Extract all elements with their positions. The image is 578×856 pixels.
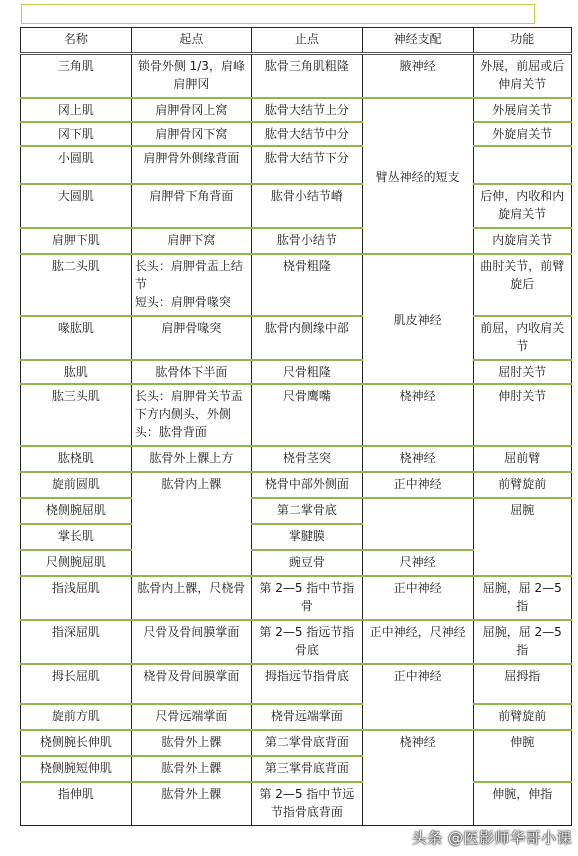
muscle-name: 桡侧腕短伸肌 xyxy=(21,756,132,782)
origin-cell: 肱骨内上髁 xyxy=(131,472,251,576)
nerve-cell: 桡神经 xyxy=(362,384,473,446)
origin-cell: 长头：肩胛骨盂上结节 短头：肩胛骨喙突 xyxy=(131,254,251,316)
origin-cell: 肱骨体下半面 xyxy=(131,360,251,384)
table-row xyxy=(21,576,572,620)
table-row xyxy=(21,446,572,472)
table-row xyxy=(21,254,572,316)
muscle-name: 肩胛下肌 xyxy=(21,228,132,254)
nerve-cell: 正中神经 xyxy=(362,472,473,498)
insertion-cell: 肱骨三角肌粗隆 xyxy=(251,54,362,98)
origin-cell: 肱骨外上髁 xyxy=(131,782,251,826)
table-row xyxy=(21,98,572,122)
muscle-name: 桡侧腕屈肌 xyxy=(21,498,132,524)
origin-cell: 锁骨外侧 1/3，肩峰肩胛冈 xyxy=(131,54,251,98)
insertion-cell: 桡骨粗隆 xyxy=(251,254,362,316)
nerve-cell: 臂丛神经的短支 xyxy=(362,98,473,254)
insertion-cell: 肱骨大结节中分 xyxy=(251,122,362,146)
nerve-cell: 尺神经 xyxy=(362,550,473,576)
function-cell xyxy=(473,146,571,184)
nerve-cell: 正中神经 xyxy=(362,664,473,730)
function-cell: 屈拇指 xyxy=(473,664,571,704)
table-row xyxy=(21,316,572,360)
function-cell: 伸肘关节 xyxy=(473,384,571,446)
muscle-name: 喙肱肌 xyxy=(21,316,132,360)
muscle-table xyxy=(20,27,572,826)
muscle-name: 指深屈肌 xyxy=(21,620,132,664)
function-cell: 前臂旋前 xyxy=(473,704,571,730)
table-row xyxy=(21,184,572,228)
insertion-cell: 肱骨小结节嵴 xyxy=(251,184,362,228)
table-row xyxy=(21,472,572,498)
insertion-cell: 第二掌骨底背面 xyxy=(251,730,362,756)
title-bar xyxy=(21,4,535,24)
origin-cell: 肩胛骨冈下窝 xyxy=(131,122,251,146)
table-row xyxy=(21,146,572,184)
origin-cell: 桡骨及骨间膜掌面 xyxy=(131,664,251,704)
function-cell: 前臂旋前 xyxy=(473,472,571,498)
insertion-cell: 肱骨小结节 xyxy=(251,228,362,254)
origin-cell: 尺骨及骨间膜掌面 xyxy=(131,620,251,664)
table-row xyxy=(21,704,572,730)
origin-cell: 肱骨外上髁上方 xyxy=(131,446,251,472)
function-cell: 后伸，内收和内旋肩关节 xyxy=(473,184,571,228)
nerve-cell: 肌皮神经 xyxy=(362,254,473,384)
muscle-name: 指浅屈肌 xyxy=(21,576,132,620)
muscle-name: 肱肌 xyxy=(21,360,132,384)
insertion-cell: 第 2—5 指中节远节指骨底背面 xyxy=(251,782,362,826)
insertion-cell: 豌豆骨 xyxy=(251,550,362,576)
table-row xyxy=(21,730,572,756)
origin-cell: 肩胛骨喙突 xyxy=(131,316,251,360)
origin-cell: 肩胛骨冈上窝 xyxy=(131,98,251,122)
muscle-name: 冈上肌 xyxy=(21,98,132,122)
insertion-cell: 桡骨中部外侧面 xyxy=(251,472,362,498)
function-cell: 屈腕，屈 2—5 指 xyxy=(473,620,571,664)
insertion-cell: 第三掌骨底背面 xyxy=(251,756,362,782)
insertion-cell: 第 2—5 指远节指骨底 xyxy=(251,620,362,664)
table-row xyxy=(21,664,572,704)
function-cell: 屈前臂 xyxy=(473,446,571,472)
insertion-cell: 肱骨大结节上分 xyxy=(251,98,362,122)
muscle-name: 肱三头肌 xyxy=(21,384,132,446)
insertion-cell: 肱骨大结节下分 xyxy=(251,146,362,184)
muscle-name: 拇长屈肌 xyxy=(21,664,132,704)
header-row xyxy=(21,28,572,54)
origin-cell: 长头：肩胛骨关节盂下方内侧头，外侧头：肱骨背面 xyxy=(131,384,251,446)
origin-cell: 肩胛下窝 xyxy=(131,228,251,254)
origin-cell: 肱骨外上髁 xyxy=(131,756,251,782)
muscle-name: 大圆肌 xyxy=(21,184,132,228)
table-row xyxy=(21,122,572,146)
insertion-cell: 尺骨粗隆 xyxy=(251,360,362,384)
muscle-name: 三角肌 xyxy=(21,54,132,98)
table-row xyxy=(21,54,572,98)
watermark-text: 头条 @医影师华哥小课 xyxy=(411,829,572,847)
insertion-cell: 肱骨内侧缘中部 xyxy=(251,316,362,360)
nerve-cell xyxy=(362,498,473,550)
origin-cell: 尺骨远端掌面 xyxy=(131,704,251,730)
function-cell: 伸腕 xyxy=(473,730,571,782)
header-name: 名称 xyxy=(21,28,132,54)
nerve-cell: 正中神经，尺神经 xyxy=(362,620,473,664)
function-cell: 外旋肩关节 xyxy=(473,122,571,146)
muscle-name: 尺侧腕屈肌 xyxy=(21,550,132,576)
insertion-cell: 桡骨茎突 xyxy=(251,446,362,472)
table-row xyxy=(21,228,572,254)
header-nerve: 神经支配 xyxy=(362,28,473,54)
muscle-name: 桡侧腕长伸肌 xyxy=(21,730,132,756)
muscle-name: 旋前方肌 xyxy=(21,704,132,730)
header-insertion: 止点 xyxy=(251,28,362,54)
nerve-cell: 正中神经 xyxy=(362,576,473,620)
insertion-cell: 第二掌骨底 xyxy=(251,498,362,524)
origin-cell: 肱骨外上髁 xyxy=(131,730,251,756)
nerve-cell: 桡神经 xyxy=(362,446,473,472)
origin-cell: 肱骨内上髁，尺桡骨 xyxy=(131,576,251,620)
function-cell: 伸腕，伸指 xyxy=(473,782,571,826)
function-cell: 外展，前屈或后伸肩关节 xyxy=(473,54,571,98)
table-row xyxy=(21,620,572,664)
function-cell: 屈肘关节 xyxy=(473,360,571,384)
function-cell: 外展肩关节 xyxy=(473,98,571,122)
muscle-name: 冈下肌 xyxy=(21,122,132,146)
insertion-cell: 第 2—5 指中节指骨 xyxy=(251,576,362,620)
insertion-cell: 尺骨鹰嘴 xyxy=(251,384,362,446)
function-cell: 屈腕 xyxy=(473,498,571,576)
nerve-cell: 桡神经 xyxy=(362,730,473,826)
muscle-name: 掌长肌 xyxy=(21,524,132,550)
table-row xyxy=(21,498,572,524)
function-cell: 内旋肩关节 xyxy=(473,228,571,254)
muscle-name: 肱桡肌 xyxy=(21,446,132,472)
function-cell: 前屈，内收肩关节 xyxy=(473,316,571,360)
insertion-cell: 掌腱膜 xyxy=(251,524,362,550)
origin-cell: 肩胛骨下角背面 xyxy=(131,184,251,228)
muscle-name: 指伸肌 xyxy=(21,782,132,826)
table-row xyxy=(21,384,572,446)
muscle-name: 旋前圆肌 xyxy=(21,472,132,498)
header-function: 功能 xyxy=(473,28,571,54)
muscle-name: 小圆肌 xyxy=(21,146,132,184)
table-row xyxy=(21,360,572,384)
origin-cell: 肩胛骨外侧缘背面 xyxy=(131,146,251,184)
function-cell: 曲肘关节，前臂旋后 xyxy=(473,254,571,316)
header-origin: 起点 xyxy=(131,28,251,54)
table-row xyxy=(21,782,572,826)
insertion-cell: 桡骨远端掌面 xyxy=(251,704,362,730)
function-cell: 屈腕，屈 2—5 指 xyxy=(473,576,571,620)
insertion-cell: 拇指远节指骨底 xyxy=(251,664,362,704)
nerve-cell: 腋神经 xyxy=(362,54,473,98)
muscle-name: 肱二头肌 xyxy=(21,254,132,316)
